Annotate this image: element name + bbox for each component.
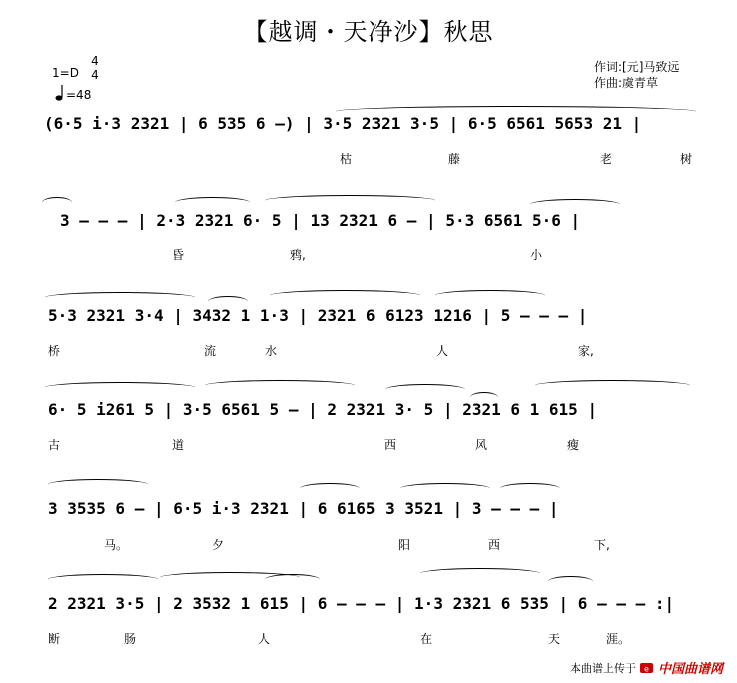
score-system-1	[0, 100, 737, 190]
svg-text:e: e	[644, 664, 649, 673]
lyric-syllable: 藤	[448, 152, 461, 166]
lyric-syllable: 断	[48, 632, 61, 646]
lyric-syllable: 风	[475, 438, 488, 452]
lyric-syllable: 水	[265, 344, 278, 358]
notation-line: 2 2321 3·5 | 2 3532 1 615 | 6 – – – | 1·3 2321 6 535 | 6 – – – :|	[48, 594, 675, 613]
lyric-syllable: 家,	[578, 344, 594, 358]
lyric-syllable: 瘦	[567, 438, 580, 452]
lyric-syllable: 人	[436, 344, 449, 358]
notation-line: 3 – – – | 2·3 2321 6· 5 | 13 2321 6 – | 5·3 6561 5·6 |	[60, 211, 581, 230]
lyric-syllable: 老	[600, 152, 613, 166]
notation-line: 6· 5 i261 5 | 3·5 6561 5 – | 2 2321 3· 5 | 2321 6 1 615 |	[48, 400, 598, 419]
lyric-syllable: 流	[204, 344, 217, 358]
score-system-2	[0, 195, 737, 285]
lyric-syllable: 道	[172, 438, 185, 452]
time-signature-bottom: 4	[91, 68, 99, 82]
lyric-syllable: 阳	[398, 538, 411, 552]
lyric-syllable: 枯	[340, 152, 353, 166]
lyric-syllable: 在	[420, 632, 433, 646]
logo-icon	[640, 662, 654, 674]
lyric-syllable: 西	[488, 538, 501, 552]
lyric-syllable: 人	[258, 632, 271, 646]
notation-line: 5·3 2321 3·4 | 3432 1 1·3 | 2321 6 6123 1216 | 5 – – – |	[48, 306, 588, 325]
score-system-4	[0, 380, 737, 470]
lyric-syllable: 下,	[594, 538, 610, 552]
notation-line: (6·5 i·3 2321 | 6 535 6 –) | 3·5 2321 3·5 | 6·5 6561 5653 21 |	[44, 114, 642, 133]
tempo-marking: =48	[66, 88, 92, 102]
time-signature	[90, 54, 100, 82]
score-system-3	[0, 290, 737, 380]
lyric-syllable: 夕	[212, 538, 225, 552]
lyric-syllable: 西	[384, 438, 397, 452]
lyric-syllable: 小	[530, 248, 543, 262]
site-logo[interactable]: 中国曲谱网	[657, 662, 723, 677]
lyric-syllable: 鸦,	[290, 248, 306, 262]
time-signature-top: 4	[91, 54, 99, 68]
lyricist-credit: 作词:[元]马致远	[594, 60, 680, 74]
footer-text: 本曲谱上传于	[569, 661, 636, 675]
footer	[570, 658, 723, 677]
lyric-syllable: 桥	[48, 344, 61, 358]
lyric-syllable: 昏	[172, 248, 185, 262]
lyric-syllable: 肠	[124, 632, 137, 646]
composer-credit: 作曲:虞青草	[594, 76, 659, 90]
notation-line: 3 3535 6 – | 6·5 i·3 2321 | 6 6165 3 3521 | 3 – – – |	[48, 499, 559, 518]
key-signature: 1=D	[52, 66, 79, 80]
lyric-syllable: 马。	[104, 538, 129, 552]
lyric-syllable: 树	[680, 152, 693, 166]
lyric-syllable: 古	[48, 438, 61, 452]
lyric-syllable: 涯。	[606, 632, 631, 646]
score-title: 【越调・天净沙】秋思	[243, 18, 494, 46]
lyric-syllable: 天	[548, 632, 561, 646]
